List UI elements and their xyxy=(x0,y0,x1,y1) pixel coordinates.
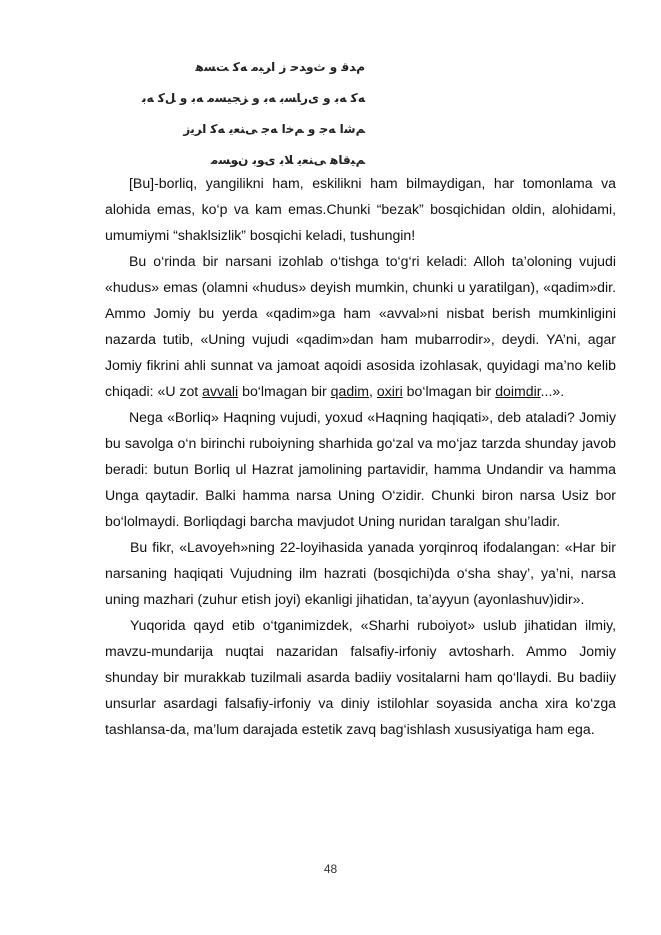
paragraph-2-text-3: , xyxy=(369,383,377,399)
underlined-term-qadim: qadim xyxy=(330,383,370,399)
paragraph-2-text-5: ...». xyxy=(540,383,565,399)
arabic-verse-line-4: ﻢﻴﻗﺎﻫ ﯽﻨﻌﻳ ﻼﺑ ﯼﻮﺑ ﻥﻮﺴﻣ xyxy=(210,153,365,167)
paragraph-2-text-2: bo‘lmagan bir xyxy=(238,383,331,399)
underlined-term-doimdir: doimdir xyxy=(495,383,541,399)
paragraph-4: Bu fikr, «Lavoyeh»ning 22-loyihasida yanada yorqinroq ifodalangan: «Har bir narsaning haqiqati Vujudning ilm hazrati (bosqichi)da o‘sha shay’, ya’ni, narsa uning mazhari (zuhur etish joyi) ekanligi jihatidan, ta’ayyun (ayonlashuv)idir». xyxy=(105,539,616,607)
paragraph-2-text-4: bo‘lmagan bir xyxy=(402,383,496,399)
arabic-verse-line-1: ﻡﺪﻗ ﻭ ﺙﻭﺪﺣ ﺯ ﺍﺮﺒﻣ ﻪﮐ ﺖﺴﻫ xyxy=(195,60,365,74)
arabic-verse-line-3: ﻢﺷﺍ ﻪﺟ ﻭ ﻢﺧﺍ ﻪﺟ ﯽﻨﻌﻳ ﻪﮐ ﺍﺮﻳﺯ xyxy=(183,122,365,136)
underlined-term-avvali: avvali xyxy=(202,383,239,399)
paragraph-3: Nega «Borliq» Haqning vujudi, yoxud «Haqning haqiqati», deb ataladi? Jomiy bu savolga o‘n birinchi ruboiyning sharhida go‘zal va mo‘jaz tarzda shunday javob beradi: butun Borliq ul Hazrat jamolining partavidir, hamma Undandir va hamma Unga qaytadir. Balki hamma narsa Uning O‘zidir. Chunki biron narsa Usiz bor bo‘lolmaydi. Borliqdagi barcha mavjudot Uning nuridan taralgan shu’ladir. xyxy=(105,409,616,529)
underlined-term-oxiri: oxiri xyxy=(376,383,403,399)
paragraph-1: [Bu]-borliq, yangilikni ham, eskilikni ham bilmaydigan, har tomonlama va alohida emas, ko‘p va kam emas.Chunki “bezak” bosqichidan oldin, alohidami, umumiymi “shaklsizlik” bosqichi keladi, tushungin! xyxy=(105,175,616,243)
paragraph-2-text-1: Bu o‘rinda bir narsani izohlab o‘tishga to‘g‘ri keladi: Alloh ta’oloning vujudi «hudus» emas (olamni «hudus» deyish mumkin, chunki u yaratilgan), «qadim»dir. Ammo Jomiy bu yerda «qadim»ga ham «avval»ni nisbat berish mumkinligini nazarda tutib, «Uning vujudi «qadim»dan ham mubarrodir», deydi. YA’ni, agar Jomiy fikrini ahli sunnat va jamoat aqoidi asosida izohlasak, quyidagi ma’no kelib chiqadi: «U zot xyxy=(105,253,616,399)
page-number: 48 xyxy=(323,862,338,876)
arabic-verse-line-2: ﻪﮐ ﻪﺑ ﻭ ﯼﺭﺎﺴﺑ ﻪﺑ ﻭ ﺰﺠﻴﺴﻣ ﻪﺑ ﻭ ﻞﮐ ﻪﺑ xyxy=(141,91,365,105)
paragraph-5: Yuqorida qayd etib o‘tganimizdek, «Sharhi ruboiyot» uslub jihatidan ilmiy, mavzu-mundarija nuqtai nazaridan falsafiy-irfoniy avtosharh. Ammo Jomiy shunday bir murakkab tuzilmali asarda badiiy vositalarni ham qo‘llaydi. Bu badiiy unsurlar asardagi falsafiy-irfoniy va diniy istilohlar soyasida ancha xira ko‘zga tashlansa-da, ma’lum darajada estetik zavq bag‘ishlash xususiyatiga ham ega. xyxy=(105,617,616,737)
page-body xyxy=(105,170,616,742)
paragraph-2 xyxy=(105,248,616,404)
arabic-verse-block xyxy=(105,52,365,176)
